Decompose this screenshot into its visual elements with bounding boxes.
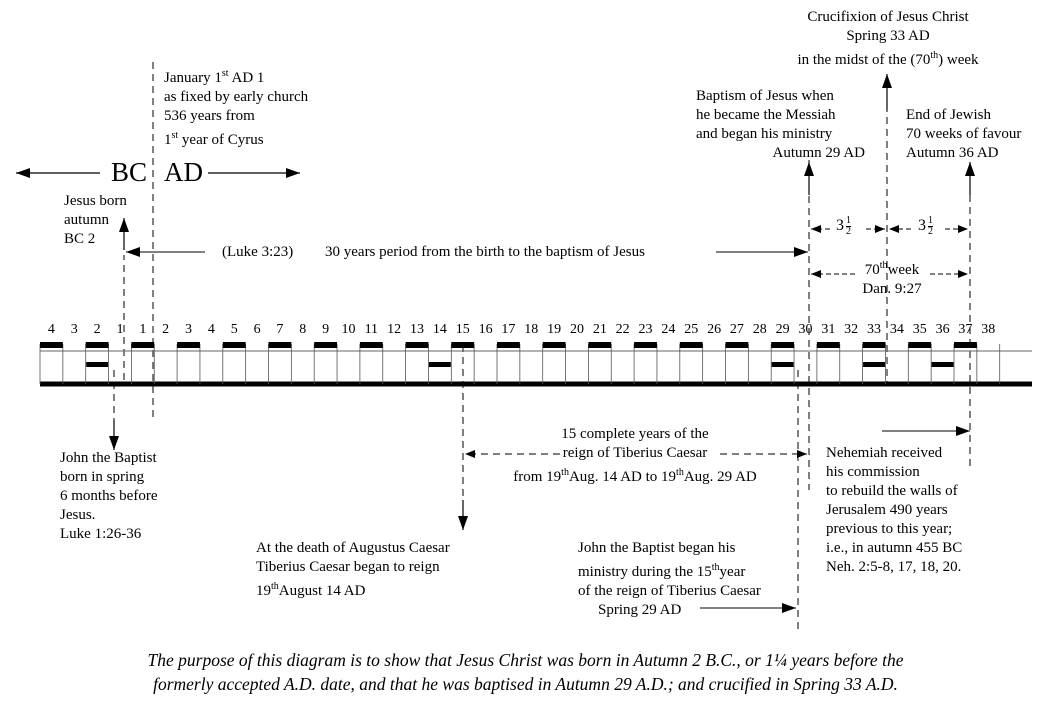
half-week-right: 3 $\frac{1}{2}$ (918, 215, 933, 237)
year-label: 18 (524, 322, 539, 337)
year-label: 21 (592, 322, 607, 337)
year-label: 16 (478, 322, 493, 337)
year-label: 32 (844, 322, 859, 337)
nehemiah-note: Nehemiah received his commission to rebuild the walls of Jerusalem 490 years previous to this year; i.e., in autumn 455 BC Neh. 2:5-8, 17, 18, 20. (826, 445, 963, 575)
seventieth-week-note: 70thweek Dan. 9:27 (862, 260, 922, 297)
year-label: 3 (185, 322, 193, 337)
year-bar-top (954, 342, 977, 348)
year-label: 1 (116, 322, 124, 337)
year-label: 10 (341, 322, 356, 337)
luke-ref: (Luke 3:23) (222, 244, 294, 260)
year-ticks (40, 342, 1000, 384)
year-label: 17 (501, 322, 516, 337)
year-bar-top (360, 342, 383, 348)
year-label: 28 (752, 322, 767, 337)
year-bar-top (634, 342, 657, 348)
year-bar-top (86, 342, 109, 348)
year-label: 31 (821, 322, 836, 337)
year-bar-lower (863, 362, 885, 367)
year-label: 25 (684, 322, 699, 337)
year-label: 20 (569, 322, 584, 337)
year-label: 15 (455, 322, 470, 337)
year-label: 11 (364, 322, 379, 337)
ad-label: AD (164, 157, 203, 187)
year-label: 24 (661, 322, 676, 337)
year-bar-top (680, 342, 703, 348)
year-bar-top (40, 342, 63, 348)
year-bar-top (269, 342, 292, 348)
year-bar-top (406, 342, 429, 348)
year-label: 30 (798, 322, 813, 337)
year-label: 4 (47, 322, 55, 337)
year-label: 2 (93, 322, 101, 337)
year-bar-top (314, 342, 337, 348)
year-label: 14 (432, 322, 447, 337)
year-bar-top (497, 342, 520, 348)
year-label: 27 (729, 322, 744, 337)
year-bar-lower (932, 362, 954, 367)
year-label: 3 (70, 322, 78, 337)
year-label: 1 (139, 322, 147, 337)
year-label: 4 (207, 322, 215, 337)
year-bar-top (588, 342, 611, 348)
year-label: 12 (387, 322, 402, 337)
year-bar-top (908, 342, 931, 348)
jan1-note: January 1st AD 1 as fixed by early church 536 years from 1st year of Cyrus (164, 68, 309, 148)
year-label: 38 (981, 322, 996, 337)
year-label: 6 (253, 322, 261, 337)
year-label: 29 (775, 322, 790, 337)
year-bar-top (771, 342, 794, 348)
crucifixion-note: Crucifixion of Jesus Christ Spring 33 AD in the midst of the (70th) week (797, 9, 979, 68)
year-bar-lower (86, 362, 108, 367)
tiberius-span-note: 15 complete years of the reign of Tiberius Caesar from 19thAug. 14 AD to 19thAug. 29 AD (513, 426, 757, 485)
year-label: 5 (230, 322, 238, 337)
year-bar-lower (429, 362, 451, 367)
augustus-note: At the death of Augustus Caesar Tiberius Caesar began to reign 19thAugust 14 AD (256, 540, 450, 599)
year-bar-top (177, 342, 200, 348)
year-label: 35 (912, 322, 927, 337)
baptism-note: Baptism of Jesus when he became the Messiah and began his ministry Autumn 29 AD (696, 88, 865, 161)
year-bar-top (726, 342, 749, 348)
year-bar-lower (772, 362, 794, 367)
year-label: 8 (299, 322, 307, 337)
year-bar-top (543, 342, 566, 348)
year-label: 36 (935, 322, 950, 337)
year-label: 37 (958, 322, 973, 337)
year-label: 23 (638, 322, 653, 337)
year-label: 19 (547, 322, 562, 337)
caption: The purpose of this diagram is to show that Jesus Christ was born in Autumn 2 B.C., or 1¼ years before the formerly accepted A.D. date, and that he was baptised in Autumn 29 A.D.; and crucified in Spring 33 A.D. (147, 650, 904, 694)
thirty-years-note: 30 years period from the birth to the baptism of Jesus (325, 244, 645, 260)
year-bar-top (131, 342, 154, 348)
year-label: 33 (867, 322, 882, 337)
bc-label: BC (111, 157, 148, 187)
end-jewish-note: End of Jewish 70 weeks of favour Autumn 36 AD (906, 107, 1022, 161)
john-born-note: John the Baptist born in spring 6 months before Jesus. Luke 1:26-36 (60, 450, 158, 542)
year-label: 9 (322, 322, 330, 337)
year-label: 13 (410, 322, 425, 337)
year-label: 2 (162, 322, 170, 337)
year-bar-top (451, 342, 474, 348)
year-bar-top (223, 342, 246, 348)
year-label: 22 (615, 322, 630, 337)
year-label: 26 (707, 322, 722, 337)
year-label: 7 (276, 322, 284, 337)
year-label: 34 (889, 322, 904, 337)
year-bar-top (863, 342, 886, 348)
john-began-note: John the Baptist began his ministry during the 15thyear of the reign of Tiberius Caesar Spring 29 AD (578, 540, 761, 618)
year-bar-top (817, 342, 840, 348)
jesus-born-note: Jesus born autumn BC 2 (64, 193, 127, 247)
half-week-left: 3 $\frac{1}{2}$ (836, 215, 851, 237)
